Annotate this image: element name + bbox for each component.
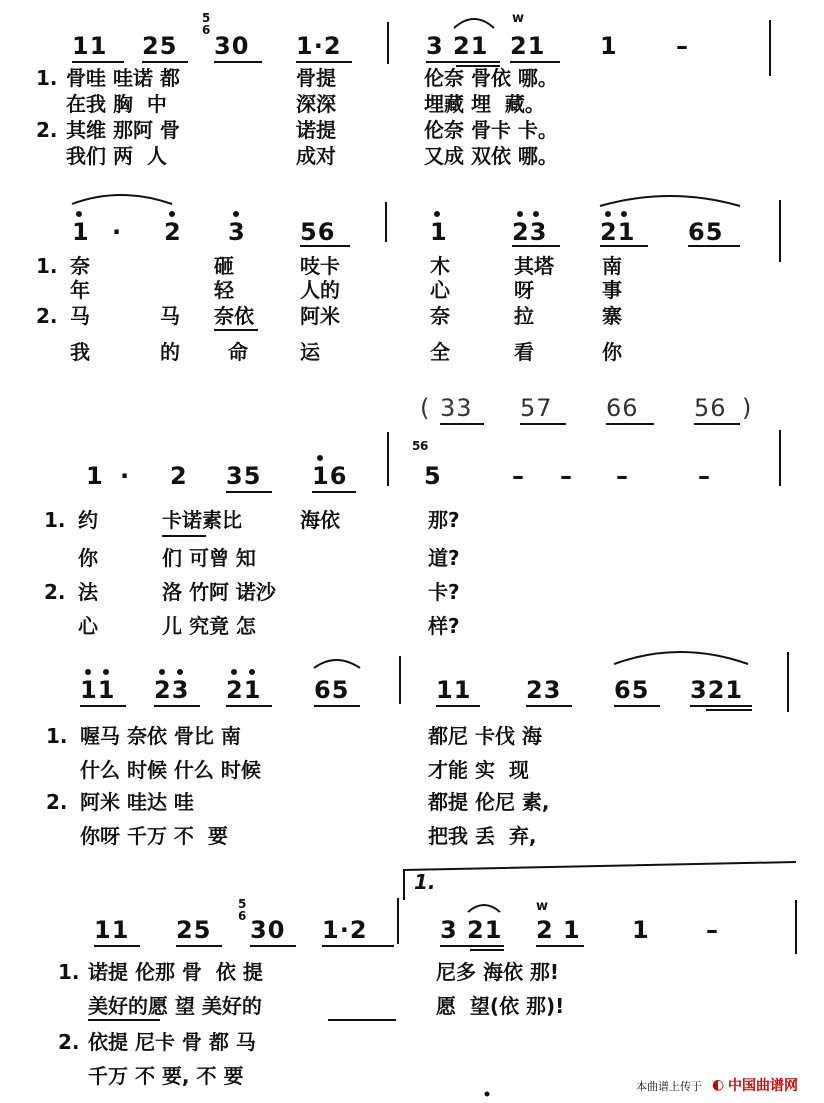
grace-note: 6 (202, 23, 211, 37)
octave-dot (250, 670, 254, 674)
lyric-text: 你 (78, 546, 98, 570)
note-group: 65 (314, 676, 350, 704)
note-group: 1 (430, 218, 448, 246)
lyric-text: 全 (430, 340, 450, 364)
note-group: 23 (512, 218, 548, 246)
grace-note: 5 (202, 11, 211, 25)
note-dash: – (512, 462, 525, 490)
note-group: 30 (214, 32, 250, 60)
lyric-text: 阿米 哇达 哇 (80, 790, 194, 814)
lyric-text: 的 (160, 340, 180, 364)
interlude-note: 57 (520, 394, 553, 422)
note-group: 25 (176, 916, 212, 944)
note-group: 5 (424, 462, 442, 490)
note-group: 1 (600, 32, 618, 60)
lyric-text: 南 (602, 254, 622, 278)
octave-dot (622, 212, 626, 216)
lyric-text: 木 (430, 254, 450, 278)
note-dash: – (616, 462, 629, 490)
note-group: 2 (170, 462, 188, 490)
lyric-text: 什么 时候 什么 时候 (80, 758, 261, 782)
lyric-text: 愿 望(依 那)! (436, 994, 565, 1018)
lyric-text: 们 可曾 知 (162, 546, 256, 570)
lyric-text: 命 (228, 340, 248, 364)
note-group: 23 (154, 676, 190, 704)
lyric-text: 其维 那阿 骨 (66, 118, 180, 142)
lyric-text: 人的 (300, 278, 340, 302)
lyric-text: 诺提 (296, 118, 336, 142)
lyric-text: 我们 两 人 (66, 144, 167, 168)
note-group: 30 (250, 916, 286, 944)
lyric-text: 埋藏 埋 藏。 (424, 92, 545, 116)
lyric-text: 呀 (514, 278, 534, 302)
lyric-text: 把我 丢 弃, (428, 824, 537, 848)
note-group: 1 (72, 218, 90, 246)
octave-dot (606, 212, 610, 216)
lyric-text: 尼多 海依 那! (436, 960, 560, 984)
lyric-text: 骨哇 哇诺 都 (66, 66, 180, 90)
lyric-text: 我 (70, 340, 90, 364)
volta-bracket (404, 862, 796, 900)
note-group: 2 1 (536, 916, 581, 944)
lyric-text: 年 (70, 278, 90, 302)
lyric-text: 心 (78, 614, 98, 638)
note-group: 2 (164, 218, 182, 246)
octave-dot (86, 670, 90, 674)
note-dash: – (560, 462, 573, 490)
stray-dot (486, 1093, 489, 1096)
octave-dot (77, 212, 81, 216)
verse-number: 1. (58, 960, 80, 984)
octave-dot (232, 670, 236, 674)
lyric-text: 道? (428, 546, 460, 570)
ornament-mark: w (536, 899, 549, 914)
note-group: 11 (94, 916, 130, 944)
lyric-text: 马 (70, 304, 90, 328)
interlude-paren: ) (742, 394, 753, 422)
lyric-text: 轻 (214, 278, 234, 302)
octave-dot (178, 670, 182, 674)
note-group: 11 (436, 676, 472, 704)
lyric-text: 都尼 卡伐 海 (428, 724, 542, 748)
octave-dot (435, 212, 439, 216)
note-group: 11 (80, 676, 116, 704)
grace-note: 5 (238, 897, 247, 911)
lyric-text: 拉 (514, 304, 534, 328)
brand-logo-icon: ◐ (712, 1077, 725, 1093)
note-group: 3 21 (426, 32, 489, 60)
slur (468, 905, 500, 912)
note-group: 25 (142, 32, 178, 60)
lyric-text: 你 (602, 340, 622, 364)
note-group: 1 (86, 462, 104, 490)
octave-dot (160, 670, 164, 674)
octave-dot (234, 212, 238, 216)
dot: · (120, 462, 131, 490)
lyric-text: 砸 (214, 254, 234, 278)
lyric-text: 运 (300, 340, 320, 364)
note-dash: – (698, 462, 711, 490)
interlude-paren: ( (420, 394, 431, 422)
volta-label: 1. (414, 870, 436, 894)
note-group: 1·2 (322, 916, 368, 944)
lyric-text: 骨提 (296, 66, 336, 90)
note-group: 3 (228, 218, 246, 246)
lyric-text: 海依 (300, 508, 340, 532)
verse-number: 2. (46, 790, 68, 814)
upload-credit: 本曲谱上传于 (636, 1080, 702, 1093)
lyric-text: 奈 (430, 304, 450, 328)
grace-note: 5 (412, 439, 421, 453)
note-dash: – (706, 916, 719, 944)
octave-dot (170, 212, 174, 216)
interlude-note: 33 (440, 394, 473, 422)
note-group: 21 (226, 676, 262, 704)
lyric-text: 阿米 (300, 304, 340, 328)
lyric-text: 儿 究竟 怎 (162, 614, 256, 638)
note-group: 16 (312, 462, 348, 490)
verse-number: 1. (46, 724, 68, 748)
lyric-text: 其塔 (514, 254, 554, 278)
lyric-text: 千万 不 要, 不 要 (88, 1064, 244, 1088)
note-group: 321 (690, 676, 744, 704)
note-group: 11 (72, 32, 108, 60)
grace-note: 6 (238, 909, 247, 923)
lyric-text: 事 (602, 278, 622, 302)
slur (314, 660, 360, 668)
verse-number: 2. (58, 1030, 80, 1054)
lyric-text: 才能 实 现 (428, 758, 529, 782)
ornament-mark: w (512, 11, 525, 26)
lyric-text: 喔马 奈依 骨比 南 (80, 724, 241, 748)
lyric-text: 洛 竹阿 诺沙 (162, 580, 276, 604)
slur (600, 196, 740, 206)
note-group: 35 (226, 462, 262, 490)
lyric-text: 深深 (296, 92, 336, 116)
note-group: 65 (614, 676, 650, 704)
octave-dot (534, 212, 538, 216)
slur (72, 195, 172, 204)
lyric-text: 寨 (602, 304, 622, 328)
dot: · (112, 218, 123, 246)
note-group: 21 (600, 218, 636, 246)
lyric-text: 依提 尼卡 骨 都 马 (88, 1030, 256, 1054)
lyric-text: 奈依 (214, 304, 254, 328)
lyric-text: 马 (160, 304, 180, 328)
note-group: 56 (300, 218, 336, 246)
interlude-note: 56 (694, 394, 727, 422)
lyric-text: 看 (514, 340, 534, 364)
octave-dot (318, 456, 322, 460)
note-group: 1 (632, 916, 650, 944)
lyric-text: 又成 双依 哪。 (424, 144, 558, 168)
verse-number: 2. (36, 118, 58, 142)
lyric-text: 卡诺素比 (162, 508, 242, 532)
lyric-text: 奈 (70, 254, 90, 278)
lyric-text: 成对 (296, 144, 336, 168)
note-group: 23 (526, 676, 562, 704)
lyric-text: 样? (428, 614, 460, 638)
note-group: 21 (510, 32, 546, 60)
lyric-text: 你呀 千万 不 要 (80, 824, 228, 848)
lyric-text: 伦奈 骨卡 卡。 (424, 118, 558, 142)
octave-dot (104, 670, 108, 674)
note-dash: – (676, 32, 689, 60)
grace-note: 6 (420, 439, 429, 453)
lyric-text: 法 (78, 580, 98, 604)
note-group: 3 21 (440, 916, 503, 944)
lyric-text: 诺提 伦那 骨 依 提 (88, 960, 263, 984)
lyric-text: 那? (428, 508, 460, 532)
lyric-text: 心 (430, 278, 450, 302)
lyric-text: 约 (78, 508, 98, 532)
note-group: 1·2 (296, 32, 342, 60)
slur (614, 652, 748, 664)
verse-number: 2. (36, 304, 58, 328)
lyric-text: 美好的愿 望 美好的 (88, 994, 262, 1018)
verse-number: 2. (44, 580, 66, 604)
lyric-text: 在我 胸 中 (66, 92, 167, 116)
slur (454, 19, 494, 28)
lyric-text: 卡? (428, 580, 460, 604)
lyric-text: 吱卡 (300, 254, 340, 278)
lyric-text: 都提 伦尼 素, (428, 790, 550, 814)
note-group: 65 (688, 218, 724, 246)
octave-dot (518, 212, 522, 216)
verse-number: 1. (36, 66, 58, 90)
verse-number: 1. (36, 254, 58, 278)
interlude-note: 66 (606, 394, 639, 422)
lyric-text: 伦奈 骨依 哪。 (424, 66, 558, 90)
brand-name[interactable]: 中国曲谱网 (728, 1078, 798, 1094)
verse-number: 1. (44, 508, 66, 532)
